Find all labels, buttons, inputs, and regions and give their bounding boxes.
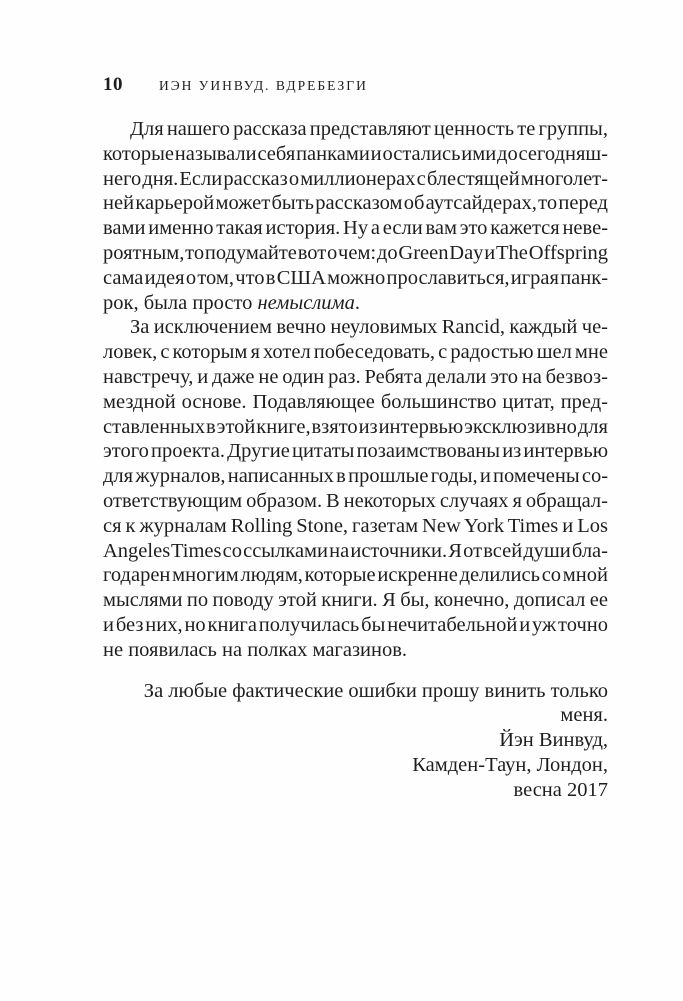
running-header xyxy=(103,74,608,96)
text-segment: ставленных в этой книге, взято из интервью эксклюзивно для xyxy=(103,415,608,438)
text-line xyxy=(103,539,608,564)
text-line xyxy=(103,216,608,241)
text-segment: Angeles Times со ссылками на источники. Я от всей души бла- xyxy=(103,539,608,562)
text-line xyxy=(103,266,608,291)
running-title: ИЭН УИНВУД. ВДРЕБЕЗГИ xyxy=(159,78,368,93)
text-segment: которые называли себя панками и остались ими до сегодняш- xyxy=(103,142,609,165)
text-line xyxy=(103,291,608,316)
text-line xyxy=(103,390,608,415)
text-segment: Для нашего рассказа представляют ценность те группы, xyxy=(130,118,608,140)
page-body xyxy=(103,117,608,803)
text-segment: За исключением вечно неуловимых Rancid, каждый че- xyxy=(130,316,609,339)
text-line xyxy=(103,464,608,489)
text-segment: для журналов, написанных в прошлые годы, и помечены со- xyxy=(103,465,609,488)
closing-block xyxy=(103,679,608,803)
text-segment: мездной основе. Подавляющее большинство цитат, пред- xyxy=(103,390,608,413)
text-segment: него дня. Если рассказ о миллионерах с блестящей многолет- xyxy=(103,167,608,190)
text-segment: ловек, с которым я хотел побеседовать, с радостью шел мне xyxy=(103,341,608,364)
closing-line: меня. xyxy=(560,704,608,727)
page-number: 10 xyxy=(103,74,123,95)
text-line xyxy=(103,613,608,638)
text-line xyxy=(103,489,608,514)
paragraph xyxy=(103,117,608,315)
text-line xyxy=(103,514,608,539)
text-line xyxy=(103,117,608,142)
text-segment: этого проекта. Другие цитаты позаимствованы из интервью xyxy=(103,440,609,463)
text-line xyxy=(103,241,608,266)
text-segment: . xyxy=(354,291,360,314)
closing-line: За любые фактические ошибки прошу винить только xyxy=(143,679,608,702)
text-segment: ся к журналам Rolling Stone, газетам New York Times и Los xyxy=(103,514,608,537)
text-segment: годарен многим людям, которые искренне делились со мной xyxy=(103,564,608,587)
text-line xyxy=(103,365,608,390)
text-segment: роятным, то подумайте вот о чем: до Green Day и The Offspring xyxy=(103,241,609,264)
text-segment: не появилась на полках магазинов. xyxy=(103,638,408,661)
closing-line: Камден-Таун, Лондон, xyxy=(412,753,608,776)
text-segment: сама идея о том, что в США можно прославиться, играя панк- xyxy=(103,266,609,289)
text-line xyxy=(103,340,608,365)
text-line xyxy=(103,191,608,216)
text-line xyxy=(103,142,608,167)
paragraph xyxy=(103,315,608,662)
text-line xyxy=(103,638,608,663)
text-segment: рок, была просто xyxy=(103,291,258,314)
text-segment: и без них, но книга получилась бы нечитабельной и уж точно xyxy=(103,613,608,636)
closing-line: Йэн Винвуд, xyxy=(499,729,608,752)
text-segment: вами именно такая история. Ну а если вам это кажется неве- xyxy=(103,217,609,240)
text-line xyxy=(103,415,608,440)
text-segment: ней карьерой может быть рассказом об аутсайдерах, то перед xyxy=(103,192,608,215)
italic-text: немыслима xyxy=(257,291,355,314)
text-segment: навстречу, и даже не один раз. Ребята делали это на безвоз- xyxy=(103,365,608,388)
text-line xyxy=(103,315,608,340)
text-line xyxy=(103,588,608,613)
text-line xyxy=(103,167,608,192)
text-segment: ответствующим образом. В некоторых случаях я обращал- xyxy=(103,489,608,512)
text-line xyxy=(103,563,608,588)
closing-line: весна 2017 xyxy=(513,778,608,801)
text-segment: мыслями по поводу этой книги. Я бы, конечно, дописал ее xyxy=(103,589,608,612)
text-line xyxy=(103,439,608,464)
